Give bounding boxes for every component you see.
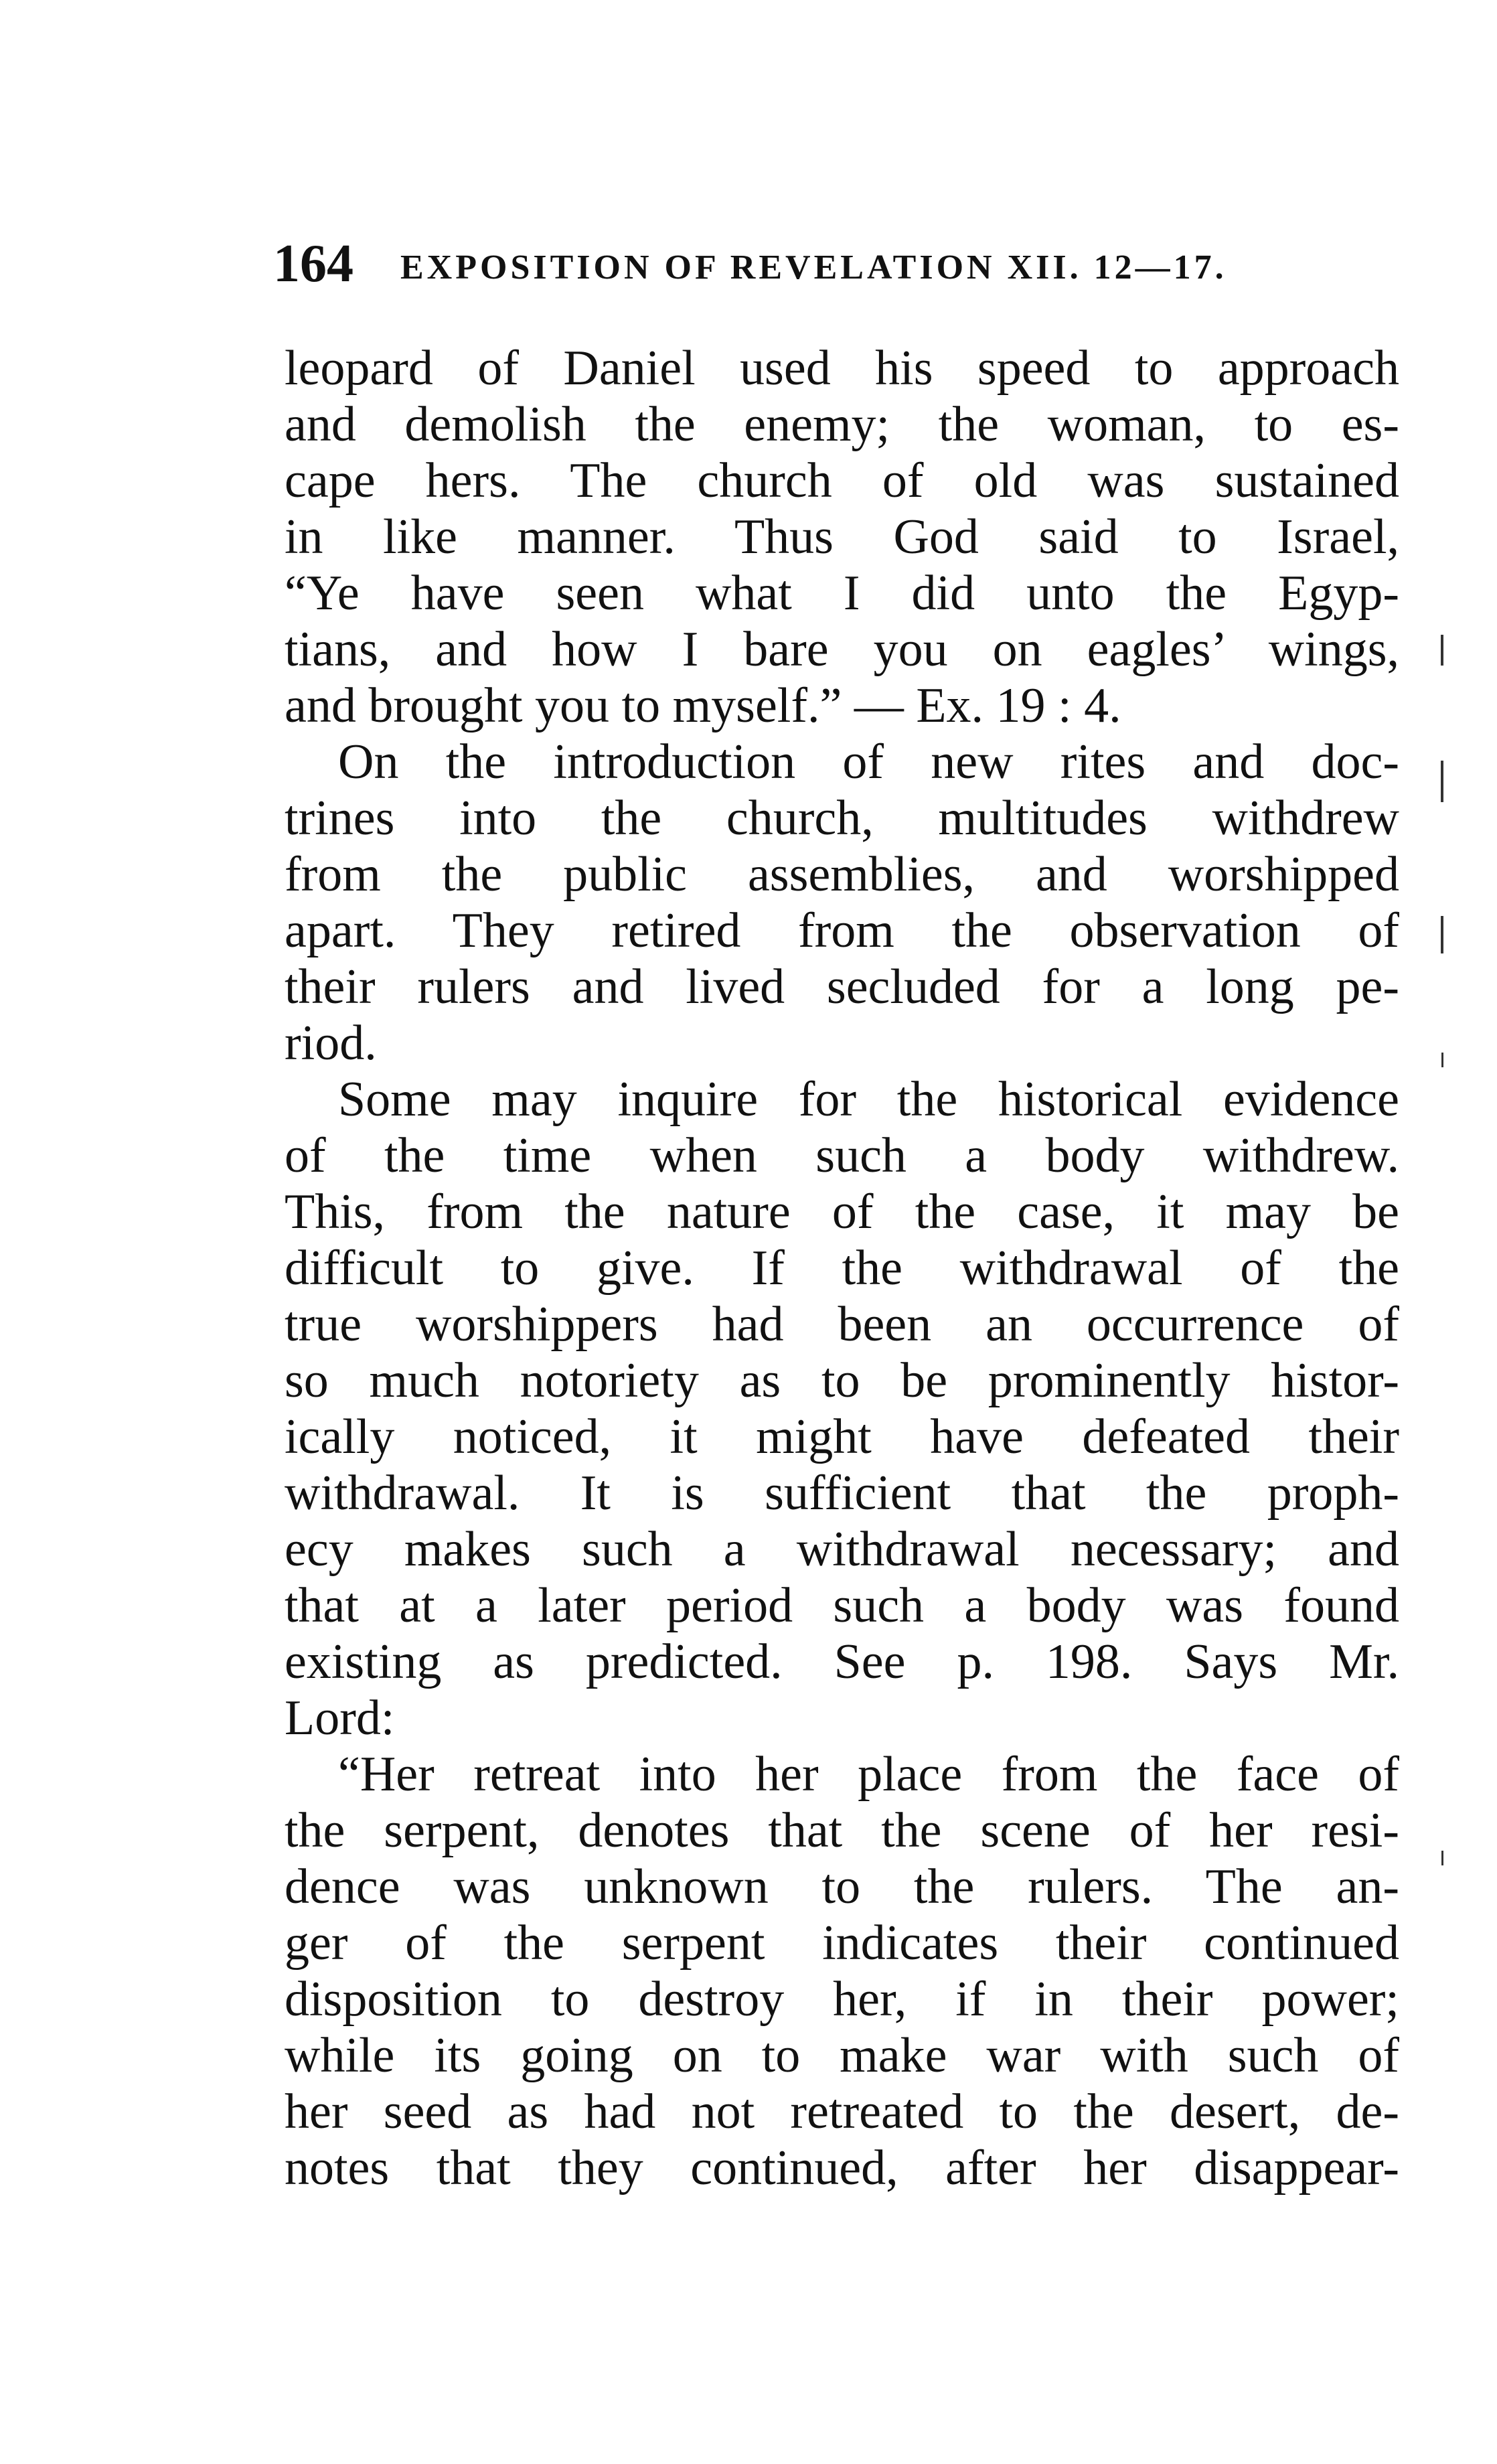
paragraph-start-line: Some may inquire for the historical evidence [338, 1072, 1399, 1127]
text-line: trines into the church, multitudes withdrew [285, 791, 1399, 846]
text-line: from the public assemblies, and worshipped [285, 847, 1399, 902]
text-line: withdrawal. It is sufficient that the proph- [285, 1466, 1399, 1521]
text-line: dence was unknown to the rulers. The an- [285, 1859, 1399, 1914]
margin-mark [1441, 761, 1443, 802]
running-head: EXPOSITION OF REVELATION XII. 12—17. [400, 248, 1227, 287]
text-line: riod. [285, 1016, 377, 1071]
text-line: so much notoriety as to be prominently histor- [285, 1353, 1399, 1408]
text-line: apart. They retired from the observation of [285, 903, 1399, 958]
margin-mark [1441, 916, 1443, 953]
text-line: cape hers. The church of old was sustained [285, 453, 1399, 508]
text-line: disposition to destroy her, if in their power; [285, 1972, 1399, 2027]
page-number: 164 [273, 234, 353, 293]
text-line: true worshippers had been an occurrence of [285, 1297, 1399, 1352]
paragraph-start-line: On the introduction of new rites and doc- [338, 735, 1399, 789]
text-line: difficult to give. If the withdrawal of the [285, 1241, 1399, 1296]
text-line: leopard of Daniel used his speed to approach [285, 341, 1399, 396]
margin-mark [1441, 1053, 1443, 1067]
text-line: that at a later period such a body was found [285, 1578, 1399, 1633]
text-line: tians, and how I bare you on eagles’ wings, [285, 622, 1399, 677]
margin-mark [1441, 635, 1443, 666]
text-line: ecy makes such a withdrawal necessary; and [285, 1522, 1399, 1577]
quote-start-line: “Her retreat into her place from the face of [338, 1747, 1399, 1802]
text-line: their rulers and lived secluded for a long pe- [285, 959, 1399, 1014]
text-line: This, from the nature of the case, it may be [285, 1184, 1399, 1239]
text-line: and brought you to myself.” — Ex. 19 : 4. [285, 678, 1121, 733]
text-line: in like manner. Thus God said to Israel, [285, 510, 1399, 564]
text-line: existing as predicted. See p. 198. Says Mr. [285, 1634, 1399, 1689]
text-line: Lord: [285, 1691, 395, 1746]
text-line: notes that they continued, after her disappear- [285, 2141, 1399, 2196]
text-line: ger of the serpent indicates their continued [285, 1916, 1399, 1971]
text-line: the serpent, denotes that the scene of her resi- [285, 1803, 1399, 1858]
margin-mark [1441, 1851, 1443, 1865]
text-line: her seed as had not retreated to the desert, de- [285, 2084, 1399, 2139]
text-line: ically noticed, it might have defeated their [285, 1409, 1399, 1464]
text-line: of the time when such a body withdrew. [285, 1128, 1399, 1183]
page-header [273, 230, 1277, 297]
text-line: and demolish the enemy; the woman, to es- [285, 397, 1399, 452]
text-line: “Ye have seen what I did unto the Egyp- [285, 566, 1399, 621]
text-line: while its going on to make war with such of [285, 2028, 1399, 2083]
body-text [285, 340, 1399, 2196]
